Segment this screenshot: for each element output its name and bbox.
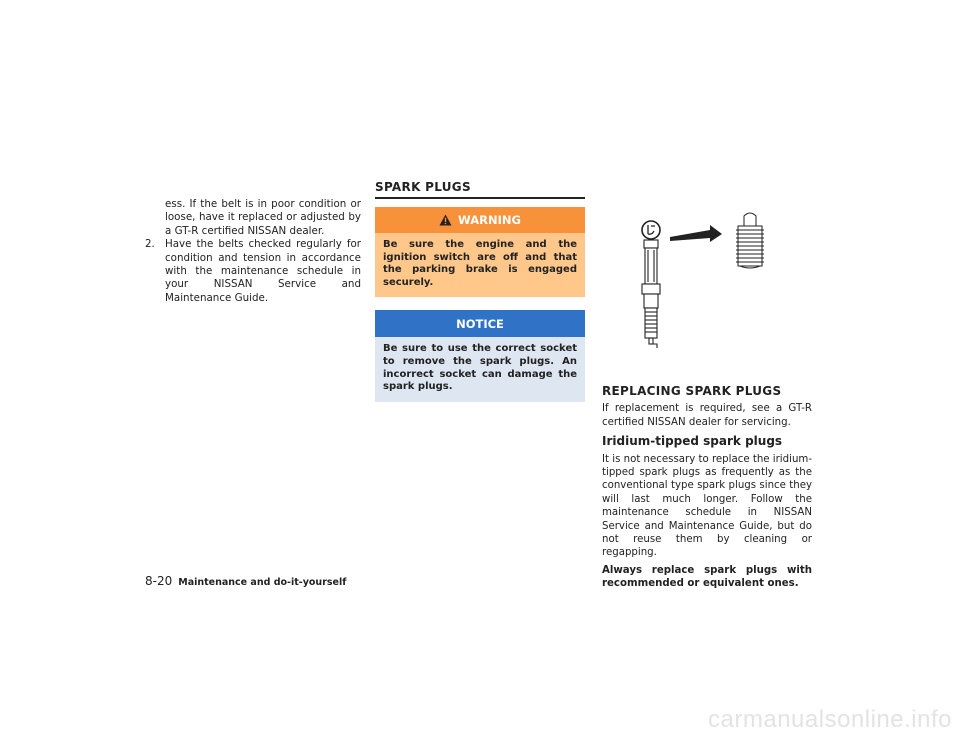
- warning-triangle-icon: [439, 214, 452, 226]
- page-number: 8-20: [145, 574, 173, 588]
- heading-iridium-tipped: Iridium-tipped spark plugs: [602, 434, 783, 449]
- warning-title: WARNING: [458, 213, 521, 227]
- belt-continuation-text: ess. If the belt is in poor condition or loose, have it replaced or adjusted by a GT-R certified NISSAN dealer.: [165, 198, 361, 237]
- section-title-spark-plugs: SPARK PLUGS: [375, 180, 585, 199]
- page-footer: [145, 574, 346, 588]
- watermark: carmanualsonline.info: [708, 706, 952, 733]
- notice-box: [375, 310, 585, 401]
- middle-column: [375, 180, 585, 402]
- chapter-title: Maintenance and do-it-yourself: [178, 577, 347, 588]
- warning-text: Be sure the engine and the ignition switch are off and that the parking brake is engaged securely.: [383, 239, 577, 288]
- spark-plug-illustration: [640, 208, 780, 358]
- warning-box: [375, 207, 585, 297]
- left-column: [145, 198, 361, 305]
- notice-text: Be sure to use the correct socket to remove the spark plugs. An incorrect socket can damage the spark plugs.: [383, 343, 577, 393]
- iridium-bold-text: Always replace spark plugs with recommended or equivalent ones.: [602, 564, 812, 590]
- right-column: [602, 385, 812, 595]
- replacing-text: If replacement is required, see a GT-R certified NISSAN dealer for servicing.: [602, 403, 812, 428]
- iridium-text: It is not necessary to replace the iridium-tipped spark plugs as frequently as the conventional type spark plugs since they will last much longer. Follow the maintenance schedule in NISSAN Service and Maintenance Guide, but do not reuse them by cleaning or regapping.: [602, 453, 812, 559]
- list-text: Have the belts checked regularly for condition and tension in accordance with the maintenance schedule in your NISSAN Service and Maintenance Guide.: [165, 238, 361, 304]
- heading-replacing-spark-plugs: REPLACING SPARK PLUGS: [602, 384, 782, 398]
- arrow-icon: [670, 225, 722, 242]
- list-item-2: [145, 238, 361, 305]
- notice-header: [375, 310, 585, 337]
- list-number: 2.: [145, 238, 155, 251]
- warning-header: [375, 207, 585, 233]
- notice-title: NOTICE: [456, 316, 504, 331]
